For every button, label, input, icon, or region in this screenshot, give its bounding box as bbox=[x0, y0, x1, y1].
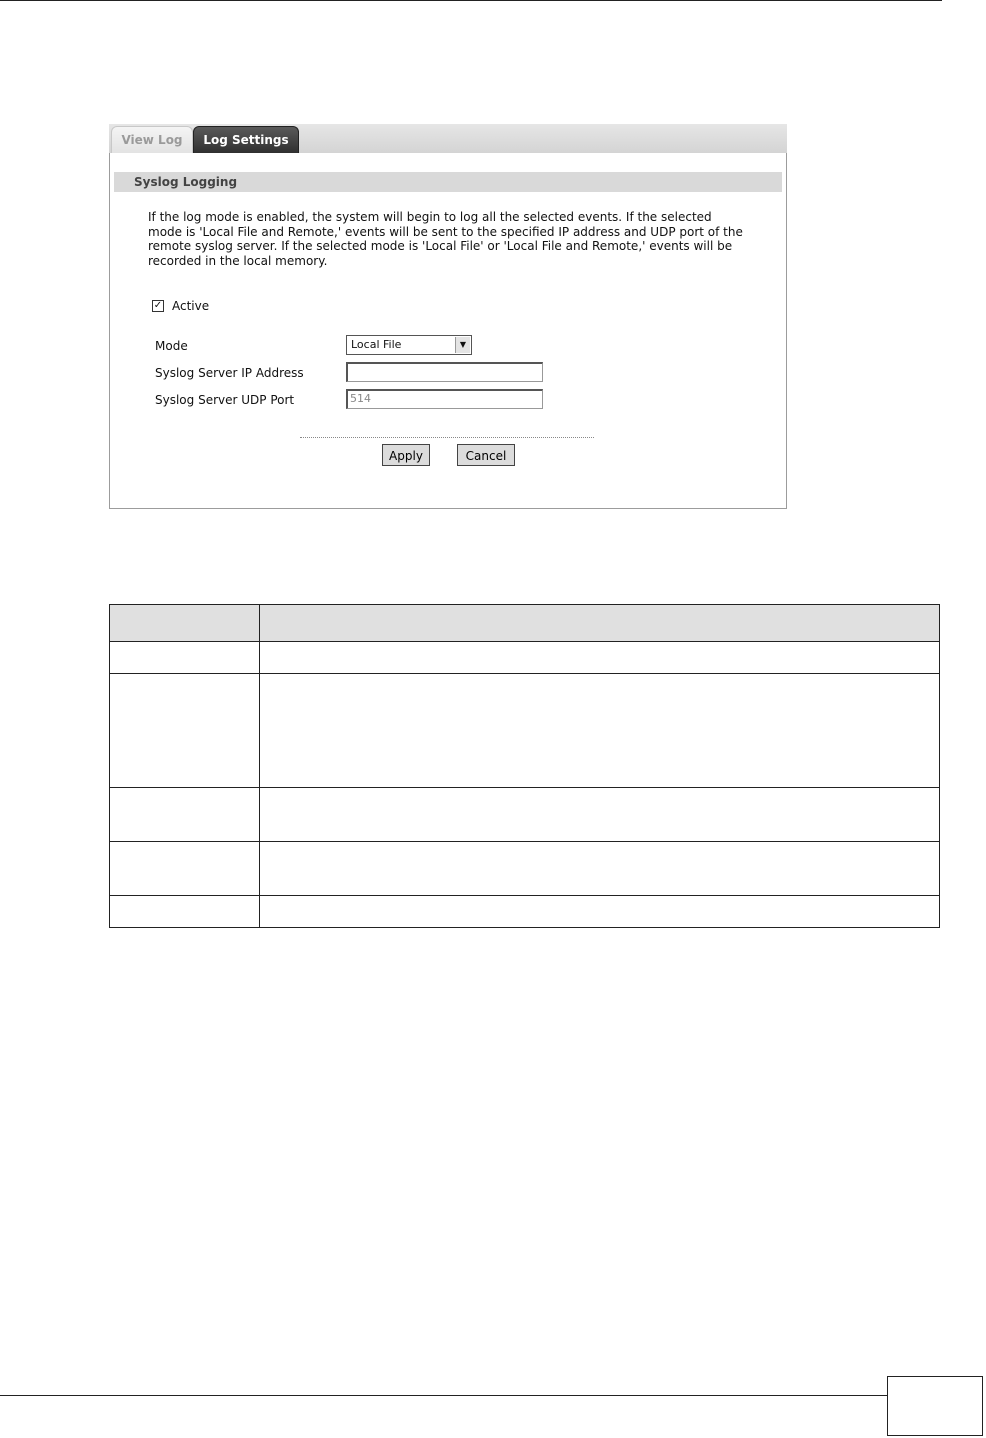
table-cell bbox=[110, 642, 260, 674]
page-number-box bbox=[887, 1376, 983, 1436]
chevron-down-icon[interactable]: ▼ bbox=[455, 337, 470, 353]
table-header-cell bbox=[110, 605, 260, 642]
table-cell bbox=[110, 896, 260, 928]
table-cell bbox=[110, 842, 260, 896]
table-cell bbox=[110, 674, 260, 788]
table-row bbox=[110, 788, 940, 842]
table-cell bbox=[110, 788, 260, 842]
tab-log-settings[interactable]: Log Settings bbox=[193, 126, 299, 154]
divider bbox=[300, 437, 594, 438]
header-rule bbox=[0, 0, 942, 1]
table-cell bbox=[260, 896, 940, 928]
footer-rule bbox=[0, 1395, 887, 1396]
table-row bbox=[110, 896, 940, 928]
cancel-button[interactable]: Cancel bbox=[457, 444, 515, 466]
table-cell bbox=[260, 642, 940, 674]
active-checkbox[interactable]: ✓ bbox=[153, 300, 163, 311]
table-row bbox=[110, 842, 940, 896]
table-row bbox=[110, 674, 940, 788]
table-header-row bbox=[110, 605, 940, 642]
tab-bar bbox=[109, 124, 787, 154]
table-cell bbox=[260, 842, 940, 896]
tab-content bbox=[109, 153, 787, 509]
section-title: Syslog Logging bbox=[114, 172, 782, 192]
active-label: Active bbox=[172, 299, 210, 313]
table-cell bbox=[260, 674, 940, 788]
active-row bbox=[152, 299, 209, 313]
description-text: If the log mode is enabled, the system will begin to log all the selected events. If the selected mode is 'Local File and Remote,' events will be sent to the specified IP address and UDP port of the remote syslog server. If the selected mode is 'Local File' or 'Local File and Remote,' events will be recorded in the local memory. bbox=[148, 210, 743, 268]
udp-port-input[interactable]: 514 bbox=[346, 389, 543, 409]
mode-select[interactable] bbox=[346, 335, 472, 355]
ip-address-input[interactable] bbox=[346, 362, 543, 382]
port-label: Syslog Server UDP Port bbox=[155, 393, 295, 407]
table-cell bbox=[260, 788, 940, 842]
log-settings-panel bbox=[109, 124, 787, 510]
field-description-table bbox=[109, 604, 940, 928]
table-row bbox=[110, 642, 940, 674]
mode-select-value: Local File bbox=[351, 338, 402, 351]
ip-label: Syslog Server IP Address bbox=[155, 366, 304, 380]
tab-view-log[interactable]: View Log bbox=[111, 126, 193, 154]
mode-label: Mode bbox=[155, 339, 188, 353]
apply-button[interactable]: Apply bbox=[382, 444, 430, 466]
table-header-cell bbox=[260, 605, 940, 642]
